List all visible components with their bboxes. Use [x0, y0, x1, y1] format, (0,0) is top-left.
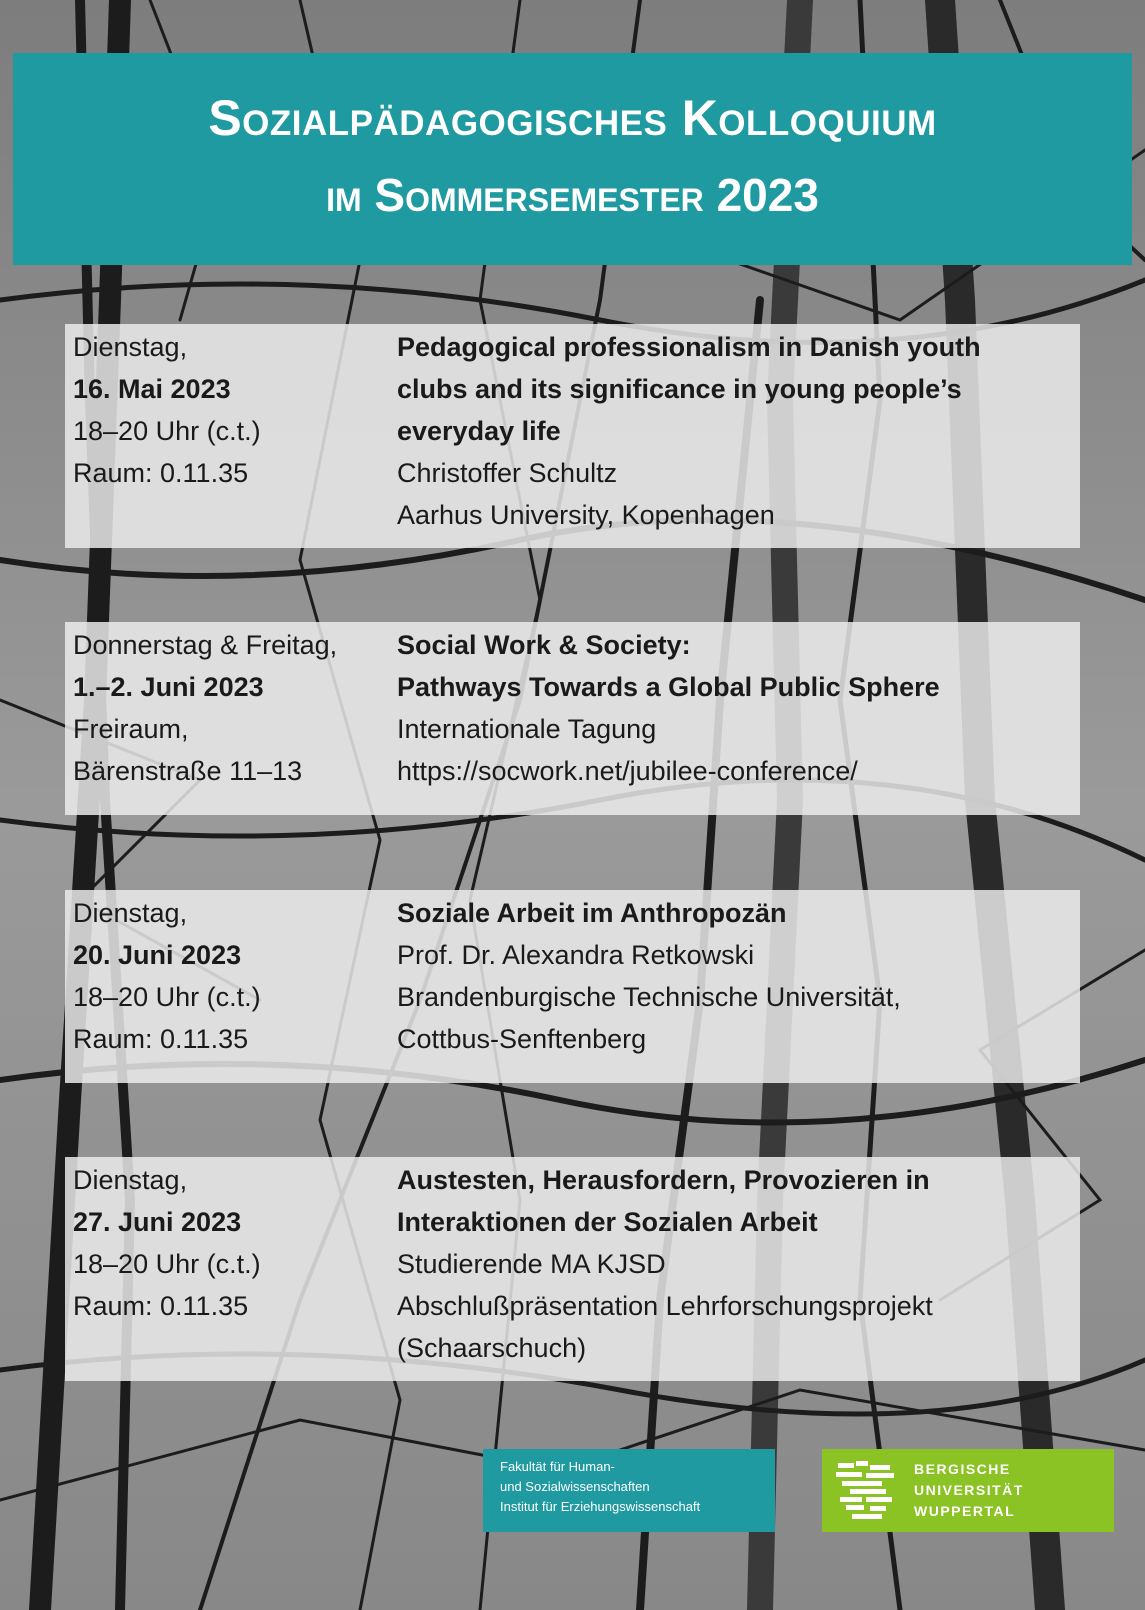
- event-title-line: Pedagogical professionalism in Danish youth: [397, 332, 981, 362]
- event-day: Dienstag,: [73, 898, 188, 928]
- header-banner: [13, 53, 1132, 265]
- event-date: 1.–2. Juni 2023: [73, 672, 264, 702]
- university-name-line: WUPPERTAL: [914, 1503, 1016, 1519]
- event-detail-line: Internationale Tagung: [397, 714, 657, 744]
- page-title: Sozialpädagogisches Kolloquium: [208, 90, 937, 146]
- event-title-line: Austesten, Herausfordern, Provozieren in: [397, 1165, 930, 1195]
- event-card: [65, 324, 1080, 548]
- page-subtitle: im Sommersemester 2023: [326, 169, 819, 221]
- event-meta: [73, 624, 383, 792]
- event-card: [65, 1157, 1080, 1381]
- event-location: Freiraum,: [73, 714, 189, 744]
- event-detail-line: Cottbus-Senftenberg: [397, 1024, 647, 1054]
- event-day: Dienstag,: [73, 1165, 188, 1195]
- event-address: Bärenstraße 11–13: [73, 756, 303, 786]
- event-detail-line: Aarhus University, Kopenhagen: [397, 500, 775, 530]
- event-time: 18–20 Uhr (c.t.): [73, 1249, 261, 1279]
- university-logo-box: [822, 1449, 1114, 1532]
- faculty-line: und Sozialwissenschaften: [500, 1479, 650, 1494]
- event-date: 27. Juni 2023: [73, 1207, 242, 1237]
- event-date: 20. Juni 2023: [73, 940, 242, 970]
- event-room: Raum: 0.11.35: [73, 1024, 249, 1054]
- event-info: [397, 624, 1077, 792]
- event-detail-line: Abschlußpräsentation Lehrforschungsprojekt: [397, 1291, 933, 1321]
- event-meta: [73, 1159, 383, 1327]
- event-title-line: clubs and its significance in young people’s: [397, 374, 962, 404]
- event-card: [65, 622, 1080, 815]
- event-title-line: Soziale Arbeit im Anthropozän: [397, 898, 787, 928]
- university-name: [914, 1459, 1024, 1522]
- event-time: 18–20 Uhr (c.t.): [73, 416, 261, 446]
- university-name-line: UNIVERSITÄT: [914, 1482, 1024, 1498]
- event-title-line: Pathways Towards a Global Public Sphere: [397, 672, 940, 702]
- faculty-box: [483, 1449, 775, 1532]
- event-time: 18–20 Uhr (c.t.): [73, 982, 261, 1012]
- event-detail-line: (Schaarschuch): [397, 1333, 587, 1363]
- conference-link[interactable]: https://socwork.net/jubilee-conference/: [397, 756, 858, 786]
- event-date: 16. Mai 2023: [73, 374, 231, 404]
- event-detail-line: Brandenburgische Technische Universität,: [397, 982, 901, 1012]
- event-detail-line: Christoffer Schultz: [397, 458, 618, 488]
- event-title-line: everyday life: [397, 416, 561, 446]
- event-room: Raum: 0.11.35: [73, 1291, 249, 1321]
- university-name-line: BERGISCHE: [914, 1461, 1011, 1477]
- institute-line: Institut für Erziehungswissenschaft: [500, 1499, 701, 1514]
- event-card: [65, 890, 1080, 1083]
- event-meta: [73, 892, 383, 1060]
- event-room: Raum: 0.11.35: [73, 458, 249, 488]
- event-info: [397, 326, 1077, 536]
- faculty-line: Fakultät für Human-: [500, 1459, 615, 1474]
- event-info: [397, 892, 1077, 1060]
- event-detail-line: Studierende MA KJSD: [397, 1249, 666, 1279]
- event-title-line: Social Work & Society:: [397, 630, 691, 660]
- event-info: [397, 1159, 1077, 1369]
- event-meta: [73, 326, 383, 494]
- event-title-line: Interaktionen der Sozialen Arbeit: [397, 1207, 818, 1237]
- event-day: Dienstag,: [73, 332, 188, 362]
- lion-logo-icon: [832, 1455, 902, 1525]
- event-day: Donnerstag & Freitag,: [73, 630, 338, 660]
- event-detail-line: Prof. Dr. Alexandra Retkowski: [397, 940, 755, 970]
